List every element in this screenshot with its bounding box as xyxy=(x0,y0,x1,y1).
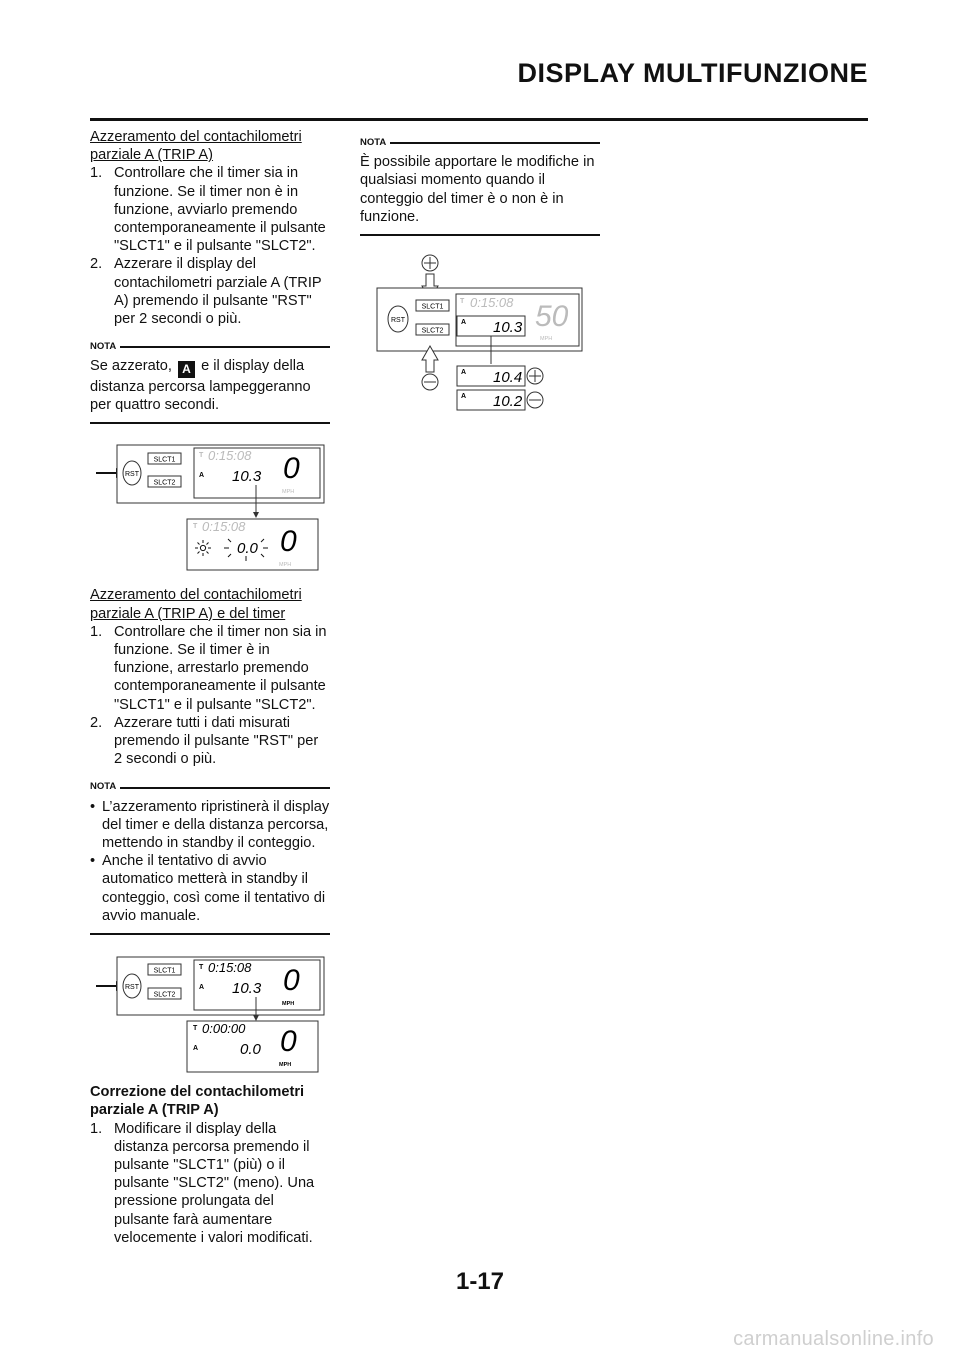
right-column xyxy=(360,134,600,424)
rst-label: RST xyxy=(125,984,139,992)
result-trip-a-indicator: A xyxy=(193,1045,199,1053)
trip-a-indicator: A xyxy=(199,472,205,480)
note-text xyxy=(90,357,330,414)
figure-trip-timer-reset-svg xyxy=(90,941,330,1081)
figure-trip-reset-svg xyxy=(90,432,330,582)
note-end-rule xyxy=(90,933,330,935)
result-timer-value: 0:00:00 xyxy=(202,1021,246,1037)
note-label: NOTA xyxy=(90,341,117,353)
step-number: 2. xyxy=(90,256,103,273)
lcd-unit-label: MPH xyxy=(540,336,553,343)
lcd-speed-value: 0 xyxy=(283,452,300,486)
lcd-trip-value: 10.3 xyxy=(232,468,262,486)
slct2-label: SLCT2 xyxy=(153,991,176,999)
plus-trip-a-indicator: A xyxy=(461,369,467,377)
step-text: Controllare che il timer non sia in funzione. Se il timer è in funzione, arrestarlo premendo contemporaneamente il pulsante "SLCT1" e il pulsante "SLCT2". xyxy=(114,623,327,713)
figure-trip-correction-svg xyxy=(360,254,600,424)
note-text: È possibile apportare le modifiche in qualsiasi momento quando il conteggio del timer è o non è in funzione. xyxy=(360,154,595,225)
trip-a-indicator: A xyxy=(461,319,467,327)
figure-trip-timer-reset xyxy=(90,941,330,1081)
lcd-trip-value: 10.3 xyxy=(493,319,523,337)
lcd-unit-label: MPH xyxy=(282,489,295,496)
trip-a-indicator: A xyxy=(199,984,205,992)
connector-arrow-icon xyxy=(253,1015,259,1021)
watermark-text: carmanualsonline.info xyxy=(733,1328,934,1350)
lcd-timer-value: 0:15:08 xyxy=(208,448,252,464)
result-speed-value: 0 xyxy=(280,1025,297,1059)
slct2-label: SLCT2 xyxy=(153,479,176,487)
result-unit-label: MPH xyxy=(279,562,292,569)
result-unit-label: MPH xyxy=(279,1062,292,1069)
step-item xyxy=(90,623,330,714)
bullet-icon: • xyxy=(90,798,96,815)
steps-trip-correction xyxy=(90,1120,330,1247)
note-end-rule xyxy=(360,234,600,236)
result-timer-mode-indicator: T xyxy=(193,1025,198,1033)
note-bullet-text: L’azzeramento ripristinerà il display del timer e della distanza percorsa, mettendo in standby il conteggio. xyxy=(102,798,330,852)
figure-trip-correction xyxy=(360,254,600,424)
lcd-unit-label: MPH xyxy=(282,1001,295,1008)
note-end-rule xyxy=(90,422,330,424)
step-text: Controllare che il timer sia in funzione. Se il timer non è in funzione, avviarlo premendo contemporaneamente il pulsante "SLCT1" e il pulsante "SLCT2". xyxy=(114,165,326,255)
result-timer-value: 0:15:08 xyxy=(202,519,246,535)
step-item xyxy=(90,164,330,255)
timer-mode-indicator: T xyxy=(460,298,465,306)
header-rule xyxy=(90,118,868,121)
steps-trip-timer-reset xyxy=(90,623,330,769)
note-box-3 xyxy=(360,134,600,236)
lcd-timer-value: 0:15:08 xyxy=(208,960,252,976)
page-number: 1-17 xyxy=(455,1268,505,1295)
note-rule xyxy=(120,787,330,789)
result-trip-value: 0.0 xyxy=(237,540,258,558)
slct1-label: SLCT1 xyxy=(421,303,444,311)
step-item xyxy=(90,255,330,328)
rst-label: RST xyxy=(391,317,405,325)
lcd-timer-value: 0:15:08 xyxy=(470,295,514,311)
plus-trip-value: 10.4 xyxy=(493,369,523,387)
note-header xyxy=(90,338,330,356)
bullet-icon: • xyxy=(90,853,96,870)
note-rule xyxy=(390,142,600,144)
slct2-label: SLCT2 xyxy=(421,327,444,335)
note-header xyxy=(360,134,600,152)
left-column xyxy=(90,128,330,1247)
step-text: Azzerare il display del contachilometri parziale A (TRIP A) premendo il pulsante "RST" per 2 secondi o più. xyxy=(114,256,322,328)
step-number: 1. xyxy=(90,1120,103,1137)
note-rule xyxy=(120,346,330,348)
lcd-speed-value: 0 xyxy=(283,964,300,998)
slct1-label: SLCT1 xyxy=(153,967,176,975)
note-text-part: e il display della distanza percorsa lampeggeranno per quattro secondi. xyxy=(90,358,311,414)
note-bullet-item xyxy=(90,852,330,925)
result-speed-value: 0 xyxy=(280,525,297,559)
step-item xyxy=(90,1120,330,1247)
note-text-part: Se azzerato, xyxy=(90,358,172,375)
note-label: NOTA xyxy=(90,781,117,793)
rst-label: RST xyxy=(125,471,139,479)
minus-trip-value: 10.2 xyxy=(493,393,523,411)
note-bullet-item xyxy=(90,798,330,853)
section-heading-trip-correction: Correzione del contachilometri parziale A (TRIP A) xyxy=(90,1084,305,1119)
result-trip-value: 0.0 xyxy=(240,1041,261,1059)
minus-trip-a-indicator: A xyxy=(461,393,467,401)
note-box-2 xyxy=(90,778,330,935)
result-timer-mode-indicator: T xyxy=(193,523,198,531)
step-text: Modificare il display della distanza percorsa premendo il pulsante "SLCT1" (più) o il pulsante "SLCT2" (meno). Una pressione prolungata del pulsante farà aumentare velocemente i valori modificati. xyxy=(114,1120,315,1246)
note-header xyxy=(90,778,330,796)
note-bullet-text: Anche il tentativo di avvio automatico metterà in standby il conteggio, così come il tentativo di avvio manuale. xyxy=(102,853,326,924)
figure-trip-reset xyxy=(90,432,330,582)
steps-trip-reset xyxy=(90,164,330,328)
timer-mode-indicator: T xyxy=(199,452,204,460)
slct1-label: SLCT1 xyxy=(153,456,176,464)
step-number: 2. xyxy=(90,714,103,731)
step-item xyxy=(90,714,330,769)
timer-mode-indicator: T xyxy=(199,964,204,972)
step-number: 1. xyxy=(90,623,103,640)
section-heading-trip-reset: Azzeramento del contachilometri parziale A (TRIP A) xyxy=(90,129,302,164)
note-bullets xyxy=(90,798,330,925)
section-heading-trip-timer-reset: Azzeramento del contachilometri parziale A (TRIP A) e del timer xyxy=(90,587,302,622)
lcd-trip-value: 10.3 xyxy=(232,980,262,998)
note-box-1 xyxy=(90,338,330,424)
lcd-speed-value: 50 xyxy=(535,300,569,334)
trip-a-badge-icon: A xyxy=(178,361,195,378)
page-title: DISPLAY MULTIFUNZIONE xyxy=(517,58,868,88)
step-text: Azzerare tutti i dati misurati premendo il pulsante "RST" per 2 secondi o più. xyxy=(114,714,319,768)
connector-arrow-icon xyxy=(253,512,259,518)
step-number: 1. xyxy=(90,165,103,182)
note-label: NOTA xyxy=(360,137,387,148)
